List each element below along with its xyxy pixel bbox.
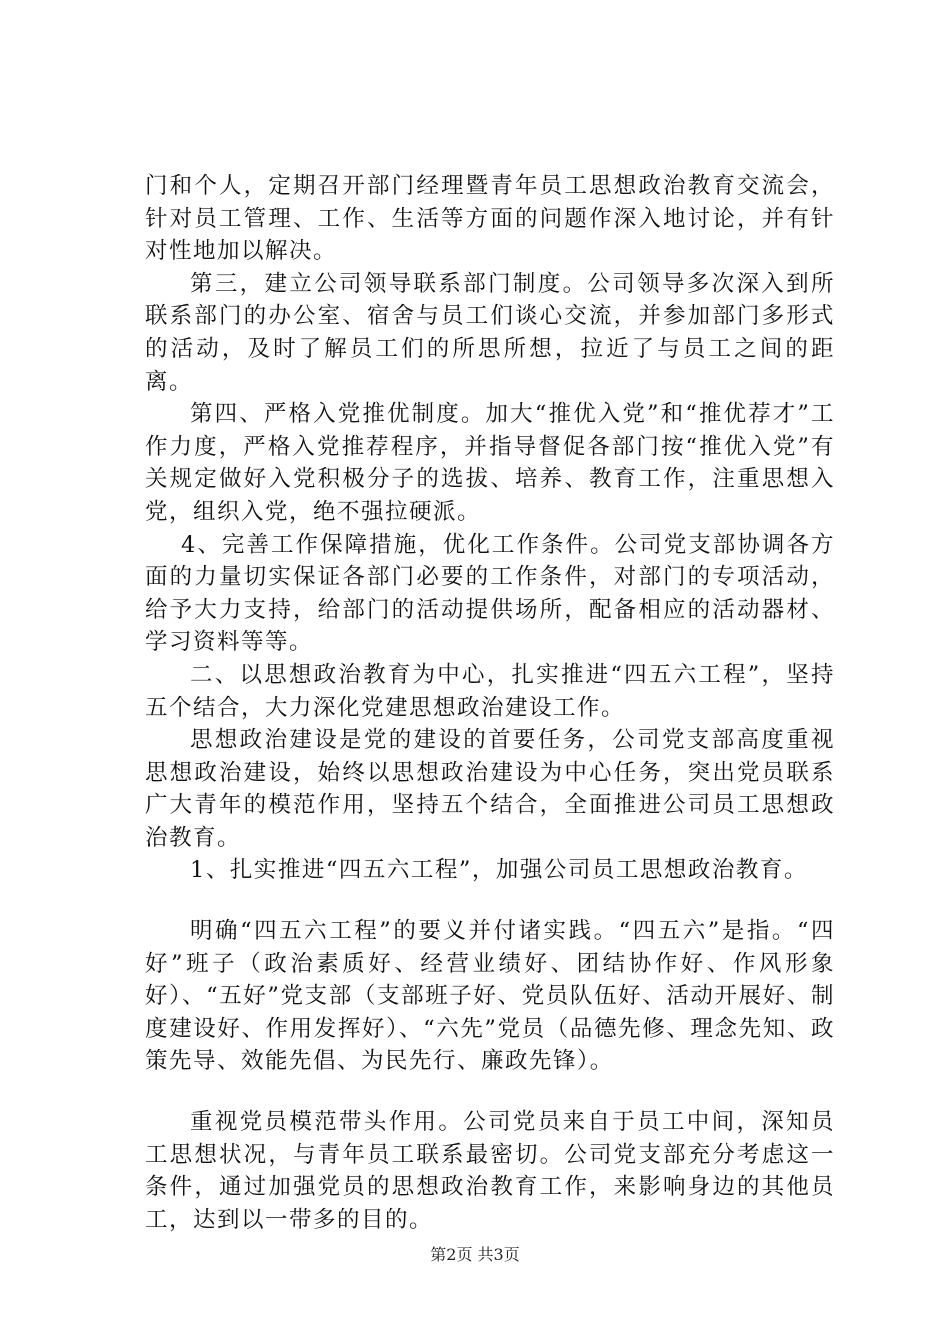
section-heading-two: 二、以思想政治教育为中心，扎实推进“四五六工程”，坚持五个结合，大力深化党建思想政治建设工作。 bbox=[145, 661, 835, 721]
paragraph-ideology: 思想政治建设是党的建设的首要任务，公司党支部高度重视思想政治建设，始终以思想政治建设为中心任务，突出党员联系广大青年的模范作用，坚持五个结合，全面推进公司员工思想政治教育。 bbox=[145, 727, 835, 851]
paragraph-fourth-measure: 第四、严格入党推优制度。加大“推优入党”和“推优荐才”工作力度，严格入党推荐程序，并指导督促各部门按“推优入党”有关规定做好入党积极分子的选拔、培养、教育工作，注重思想入党，组织入党，绝不强拉硬派。 bbox=[145, 401, 835, 525]
paragraph-continued: 门和个人，定期召开部门经理暨青年员工思想政治教育交流会，针对员工管理、工作、生活等方面的问题作深入地讨论，并有针对性地加以解决。 bbox=[145, 173, 835, 265]
paragraph-456-project: 明确“四五六工程”的要义并付诸实践。“四五六”是指。“四好”班子（政治素质好、经营业绩好、团结协作好、作风形象好）、“五好”党支部（支部班子好、党员队伍好、活动开展好、制度建设好、作用发挥好）、“六先”党员（品德先修、理念先知、政策先导、效能先倡、为民先行、廉政先锋）。 bbox=[145, 918, 835, 1075]
paragraph-item-4: 4、完善工作保障措施，优化工作条件。公司党支部协调各方面的力量切实保证各部门必要的工作条件，对部门的专项活动，给予大力支持，给部门的活动提供场所，配备相应的活动器材、学习资料等等。 bbox=[145, 531, 835, 656]
paragraph-party-members: 重视党员模范带头作用。公司党员来自于员工中间，深知员工思想状况，与青年员工联系最密切。公司党支部充分考虑这一条件，通过加强党员的思想政治教育工作，来影响身边的其他员工，达到以一带多的目的。 bbox=[145, 1109, 835, 1233]
paragraph-third-measure: 第三，建立公司领导联系部门制度。公司领导多次深入到所联系部门的办公室、宿舍与员工们谈心交流，并参加部门多形式的活动，及时了解员工们的所思所想，拉近了与员工之间的距离。 bbox=[145, 270, 835, 395]
page-number-footer: 第2页 共3页 bbox=[430, 1245, 520, 1264]
document-body bbox=[145, 170, 835, 1236]
paragraph-item-1: 1、扎实推进“四五六工程”，加强公司员工思想政治教育。 bbox=[190, 857, 808, 884]
